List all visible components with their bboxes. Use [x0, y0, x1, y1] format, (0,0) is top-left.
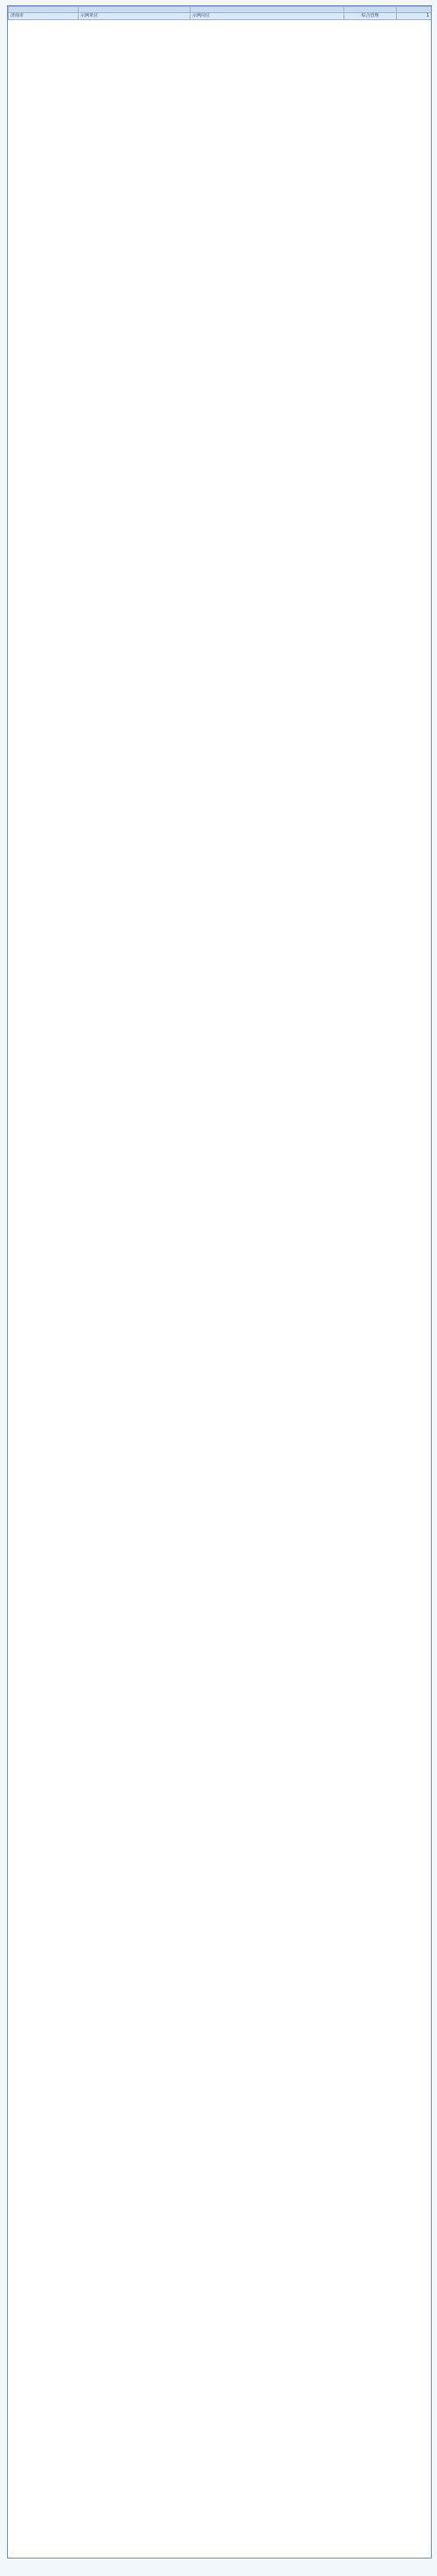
table-footer — [7, 2559, 430, 2571]
column-header — [79, 7, 191, 13]
table-cell: 济南市 — [9, 13, 79, 20]
table-cell: 综合管理 — [344, 13, 397, 20]
table-cell: 示例单位 — [79, 13, 191, 20]
column-header — [344, 7, 397, 13]
table-body — [9, 13, 432, 20]
data-table-container — [7, 5, 432, 2559]
header-row — [9, 7, 432, 13]
table-cell: 1 — [397, 13, 432, 20]
table-row — [9, 13, 432, 20]
column-header — [9, 7, 79, 13]
data-table — [8, 6, 432, 20]
column-header — [191, 7, 344, 13]
table-cell: 示例岗位 — [191, 13, 344, 20]
column-header — [397, 7, 432, 13]
table-header — [9, 7, 432, 13]
